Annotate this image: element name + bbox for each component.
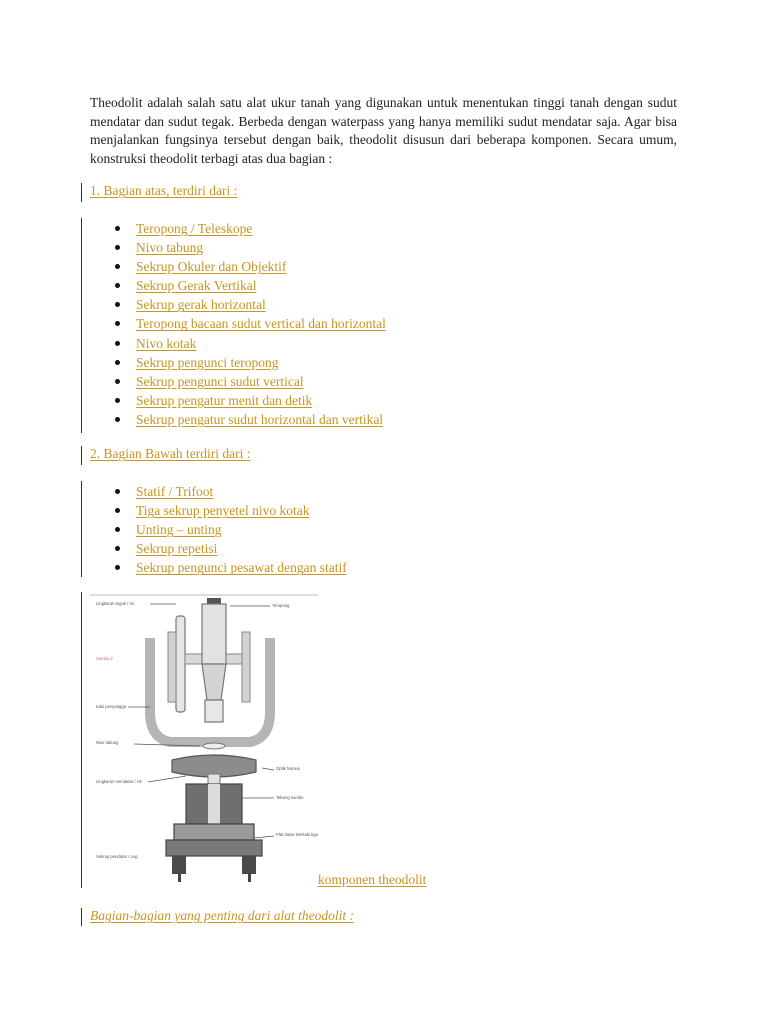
section-marker: [81, 592, 82, 888]
list-item: [113, 353, 386, 372]
list-item-link[interactable]: Tiga sekrup penyetel nivo kotak: [136, 503, 310, 519]
list-item: [113, 314, 386, 333]
list-item-link[interactable]: Sekrup Gerak Vertikal: [136, 278, 257, 294]
section1-heading-link[interactable]: 1. Bagian atas, terdiri dari :: [90, 183, 238, 198]
bullet-icon: [115, 489, 120, 494]
bullet-icon: [115, 546, 120, 551]
bullet-icon: [115, 417, 120, 422]
list-item: [113, 501, 347, 520]
bullet-icon: [115, 508, 120, 513]
list-item: [113, 276, 386, 295]
label-tabung-sumbu: Tabung sumbu: [276, 795, 304, 800]
list-item: [113, 238, 386, 257]
figure-caption-link[interactable]: komponen theodolit: [318, 872, 427, 887]
section-marker: [81, 908, 82, 926]
section1-list: [113, 219, 386, 429]
label-sumbu: Sumbu 2: [96, 656, 113, 661]
list-item: [113, 558, 347, 577]
list-item-link[interactable]: Sekrup pengunci pesawat dengan statif: [136, 560, 347, 576]
label-nivo-tabung: Nivo tabung: [96, 740, 119, 745]
label-plat-dasar: Plat dasar Berkaki tiga: [276, 832, 318, 837]
list-item-link[interactable]: Teropong bacaan sudut vertical dan horizontal: [136, 316, 386, 332]
label-sekrup-pendatar: Sekrup pendatar / Leg: [96, 854, 138, 859]
list-item: [113, 257, 386, 276]
section-marker: [81, 218, 82, 433]
bullet-icon: [115, 264, 120, 269]
bullet-icon: [115, 565, 120, 570]
bullet-icon: [115, 398, 120, 403]
section2-list: [113, 482, 347, 577]
section3-heading-link[interactable]: Bagian-bagian yang penting dari alat theodolit :: [90, 908, 354, 923]
list-item-link[interactable]: Statif / Trifoot: [136, 484, 214, 499]
label-optik-nonius: Optik Nonius: [276, 766, 300, 771]
bullet-icon: [115, 379, 120, 384]
list-item-link[interactable]: Nivo tabung: [136, 240, 204, 256]
list-item-link[interactable]: Sekrup gerak horizontal: [136, 297, 266, 313]
list-item: [113, 410, 386, 429]
intro-paragraph: Theodolit adalah salah satu alat ukur tanah yang digunakan untuk menentukan tinggi tanah dengan sudut mendatar dan sudut tegak. Berbeda dengan waterpass yang hanya memiliki sudut mendatar saja. Agar bisa menjalankan fungsinya tersebut dengan baik, theodolit disusun dari beberapa komponen. Secara umum, konstruksi theodolit terbagi atas dua bagian :: [90, 95, 677, 166]
list-item-link[interactable]: Sekrup pengunci teropong: [136, 354, 279, 370]
bullet-icon: [115, 245, 120, 250]
list-item-link[interactable]: Sekrup pengatur sudut horizontal dan vertikal: [136, 411, 384, 427]
list-item-link[interactable]: Teropong / Teleskope: [136, 221, 253, 236]
list-item: [113, 391, 386, 410]
section-marker: [81, 446, 82, 465]
bullet-icon: [115, 302, 120, 307]
list-item-link[interactable]: Sekrup Okuler dan Objektif: [136, 259, 287, 275]
list-item-link[interactable]: Sekrup repetisi: [136, 541, 218, 557]
bullet-icon: [115, 360, 120, 365]
bullet-icon: [115, 226, 120, 231]
section-marker: [81, 481, 82, 577]
list-item: [113, 295, 386, 314]
label-teropong: Teropong: [272, 603, 290, 608]
list-item: [113, 334, 386, 353]
bullet-icon: [115, 283, 120, 288]
label-lingkaran-mendatar: Lingkaran mendatar / Hz: [96, 779, 142, 784]
list-item: [113, 520, 347, 539]
bullet-icon: [115, 321, 120, 326]
section-marker: [81, 183, 82, 202]
list-item-link[interactable]: Unting – unting: [136, 522, 222, 538]
theodolite-diagram: [90, 592, 320, 888]
list-item: [113, 219, 386, 238]
list-item-link[interactable]: Sekrup pengatur menit dan detik: [136, 392, 313, 408]
list-item: [113, 372, 386, 391]
bullet-icon: [115, 527, 120, 532]
list-item: [113, 539, 347, 558]
bullet-icon: [115, 341, 120, 346]
section2-heading-link[interactable]: 2. Bagian Bawah terdiri dari :: [90, 446, 251, 461]
list-item: [113, 482, 347, 501]
label-kaki-penyangga: Kaki penyangga: [96, 704, 127, 709]
label-lingkaran-tegak: Lingkaran tegak / Vv: [96, 601, 135, 606]
list-item-link[interactable]: Nivo kotak: [136, 335, 197, 351]
list-item-link[interactable]: Sekrup pengunci sudut vertical: [136, 373, 304, 389]
